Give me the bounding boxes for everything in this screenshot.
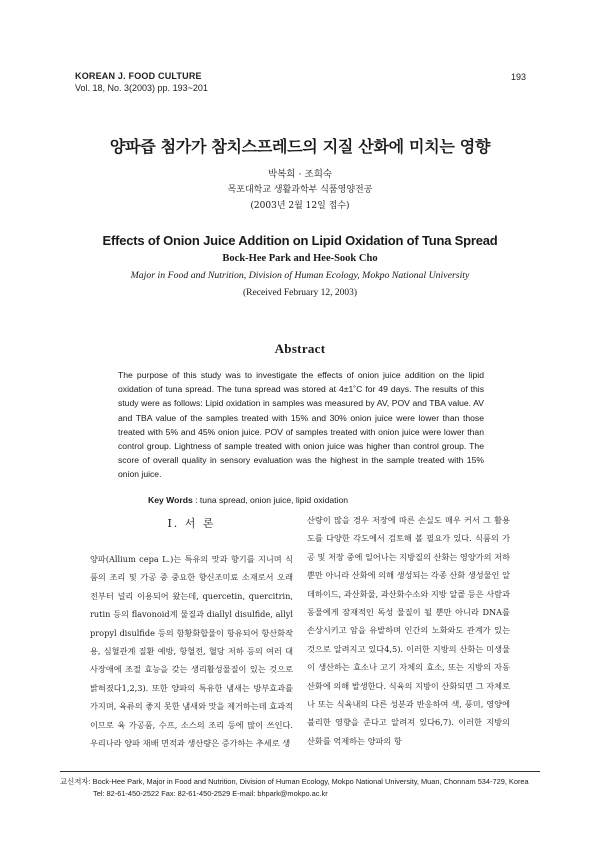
korean-received-date: (2003년 2월 12일 접수) (250, 201, 350, 211)
english-authors: Bock-Hee Park and Hee-Sook Cho (222, 253, 378, 264)
introduction-right-column: 산량이 많을 경우 저장에 따른 손실도 매우 커서 그 활용도를 다양한 각도에서 검토해 볼 필요가 있다. 식품의 가공 및 저장 중에 일어나는 지방질의 산화는 영양가의 저하뿐만 아니라 산화에 의해 생성되는 각종 산화 생성물인 알데하이드, 과산화물, 과산화수소와 지방 알콜 등은 사람과 동물에게 잠재적인 독성 물질이 될 뿐만 아니라 DNA를 손상시키고 암을 유발하며 인간의 노화와도 관계가 있는 것으로 알려지고 있다4,5). 이러한 지방의 산화는 미생물이 생산하는 효소나 고기 자체의 효소, 또는 지방의 자동산화에 의해 발생한다. 식육의 지방이 산화되면 그 자체로나 또는 식육내의 다른 성분과 반응하여 색, 풍미, 영양에 불리한 영향을 준다고 알려져 있다6,7). 이러한 지방의 산화를 억제하는 양파의 항 (307, 515, 510, 746)
footnote-divider (60, 771, 540, 772)
introduction-heading: I. 서 론 (167, 517, 216, 530)
journal-header (75, 70, 208, 94)
korean-title: 양파즙 첨가가 참치스프레드의 지질 산화에 미치는 영향 (109, 137, 491, 156)
journal-volume: Vol. 18, No. 3(2003) pp. 193~201 (75, 83, 208, 93)
introduction-left-column: 양파(Allium cepa L.)는 특유의 맛과 향기를 지니며 식품의 조리 및 가공 중 중요한 향신조미료 소재로서 오래 전부터 널리 이용되어 왔는데, quercetin, quercitrin, rutin 등의 flavonoid계 물질과 diallyl disulfide, allyl propyl disulfide 등의 함황화합물이 항유되어 항산화작용, 심혈관계 질환 예방, 항혈전, 혈당 저하 등의 여러 대사장애에 조절 효능을 갖는 생리활성물질이 있는 것으로 밝혀졌다1,2,3). 또한 양파의 특유한 냄새는 방부효과를 가지며, 육류의 좋지 못한 냄새와 맛을 제거하는데 효과적이므로 육 가공품, 수프, 소스의 조리 등에 많이 쓰인다. 우리나라 양파 재배 면적과 생산량은 증가하는 추세로 생 (90, 554, 293, 749)
footnote-line-2: Tel: 82-61-450-2522 Fax: 82-61-450-2529 E-mail: bhpark@mokpo.ac.kr (93, 789, 328, 798)
english-received-date: (Received February 12, 2003) (243, 288, 357, 298)
abstract-body: The purpose of this study was to investigate the effects of onion juice addition on the lipid oxidation of tuna spread. The tuna spread was stored at 4±1˚C for 49 days. The results of this study were as follows: Lipid oxidation in samples was measured by AV, POV and TBA value. AV and TBA value of the samples treated with 15% and 30% onion juice were lower than those treated with 5% and 45% onion juice. POV of samples treated with onion juice were lower than control group. Lightness of sample treated with onion juice was higher than control group. The score of overall quality in sensory evaluation was the highest in the sample treated with 15% onion juice. (118, 370, 484, 480)
footnote-line-1: 교신저자: Bock-Hee Park, Major in Food and Nutrition, Division of Human Ecology, Mokpo National University, Muan, Chonnam 534-729, Korea (60, 777, 529, 786)
korean-authors: 박복희 · 조희숙 (267, 169, 333, 180)
abstract-heading: Abstract (274, 341, 326, 356)
page-number: 193 (511, 72, 527, 82)
english-affiliation: Major in Food and Nutrition, Division of Human Ecology, Mokpo National University (130, 270, 470, 281)
keywords-list: : tuna spread, onion juice, lipid oxidation (192, 495, 349, 505)
keywords-label: Key Words (148, 495, 193, 505)
journal-name: KOREAN J. FOOD CULTURE (75, 71, 202, 81)
english-title: Effects of Onion Juice Addition on Lipid Oxidation of Tuna Spread (102, 233, 498, 248)
corresponding-author-footnote (60, 776, 540, 800)
keywords (148, 495, 348, 505)
korean-affiliation: 목포대학교 생활과학부 식품영양전공 (227, 185, 373, 195)
